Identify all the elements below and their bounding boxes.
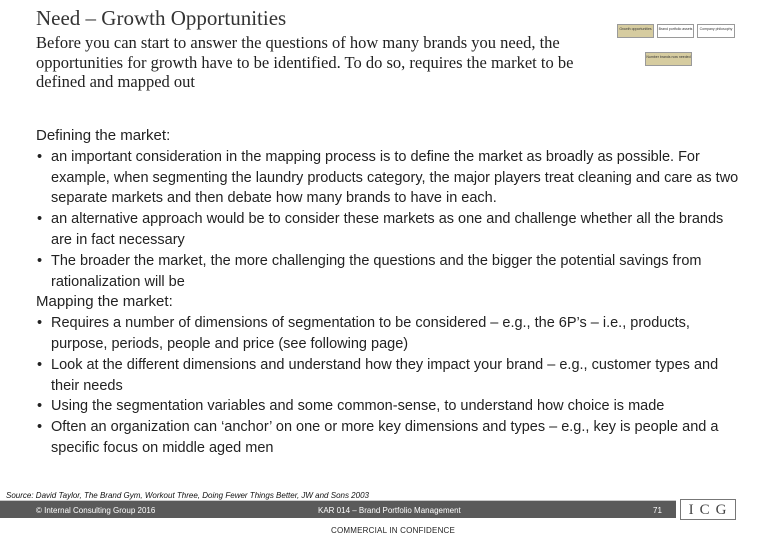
thumbnail-box-assets: Brand portfolio assets [657,24,694,38]
framework-thumbnail [617,23,735,71]
defining-list [36,147,746,293]
list-item: • Look at the different dimensions and understand how they impact your brand – e.g., customer types and their needs [36,355,746,397]
list-item: • an important consideration in the mapping process is to define the market as broadly as possible. For example, when segmenting the laundry products category, the major players treat cleaning and care as two separate markets and then debate how many brands to have in each. [36,147,746,209]
mapping-list [36,313,746,459]
thumbnail-box-philosophy: Company philosophy [697,24,735,38]
copyright-text: © Internal Consulting Group 2016 [36,506,156,515]
footer-bar [0,501,676,518]
list-item: • an alternative approach would be to consider these markets as one and challenge whether all the brands are in fact necessary [36,209,746,251]
defining-heading: Defining the market: [36,127,171,144]
thumbnail-box-growth: Growth opportunities [617,24,654,38]
thumbnail-box-brands-needed: Number brands now needed [645,52,692,66]
page-title: Need – Growth Opportunities [36,6,287,30]
mapping-heading: Mapping the market: [36,293,173,311]
source-citation: Source: David Taylor, The Brand Gym, Workout Three, Doing Fewer Things Better, JW and Sons 2003 [6,491,369,500]
confidentiality-notice: COMMERCIAL IN CONFIDENCE [331,526,456,535]
icg-logo: ICG [680,499,736,520]
document-reference: KAR 014 – Brand Portfolio Management [318,506,461,515]
main-content [36,126,746,459]
list-item: • Using the segmentation variables and some common-sense, to understand how choice is made [36,396,746,417]
intro-text: Before you can start to answer the questions of how many brands you need, the opportunities for growth have to be identified. To do so, requires the market to be defined and mapped out [36,33,574,91]
list-item: • The broader the market, the more challenging the questions and the bigger the potential savings from rationalization will be [36,251,746,293]
list-item: • Often an organization can ‘anchor’ on one or more key dimensions and types – e.g., key is people and a specific focus on middle aged men [36,417,746,459]
page-number: 71 [653,506,662,515]
list-item: • Requires a number of dimensions of segmentation to be considered – e.g., the 6P’s – i.e., products, purpose, periods, people and price (see following page) [36,313,746,355]
